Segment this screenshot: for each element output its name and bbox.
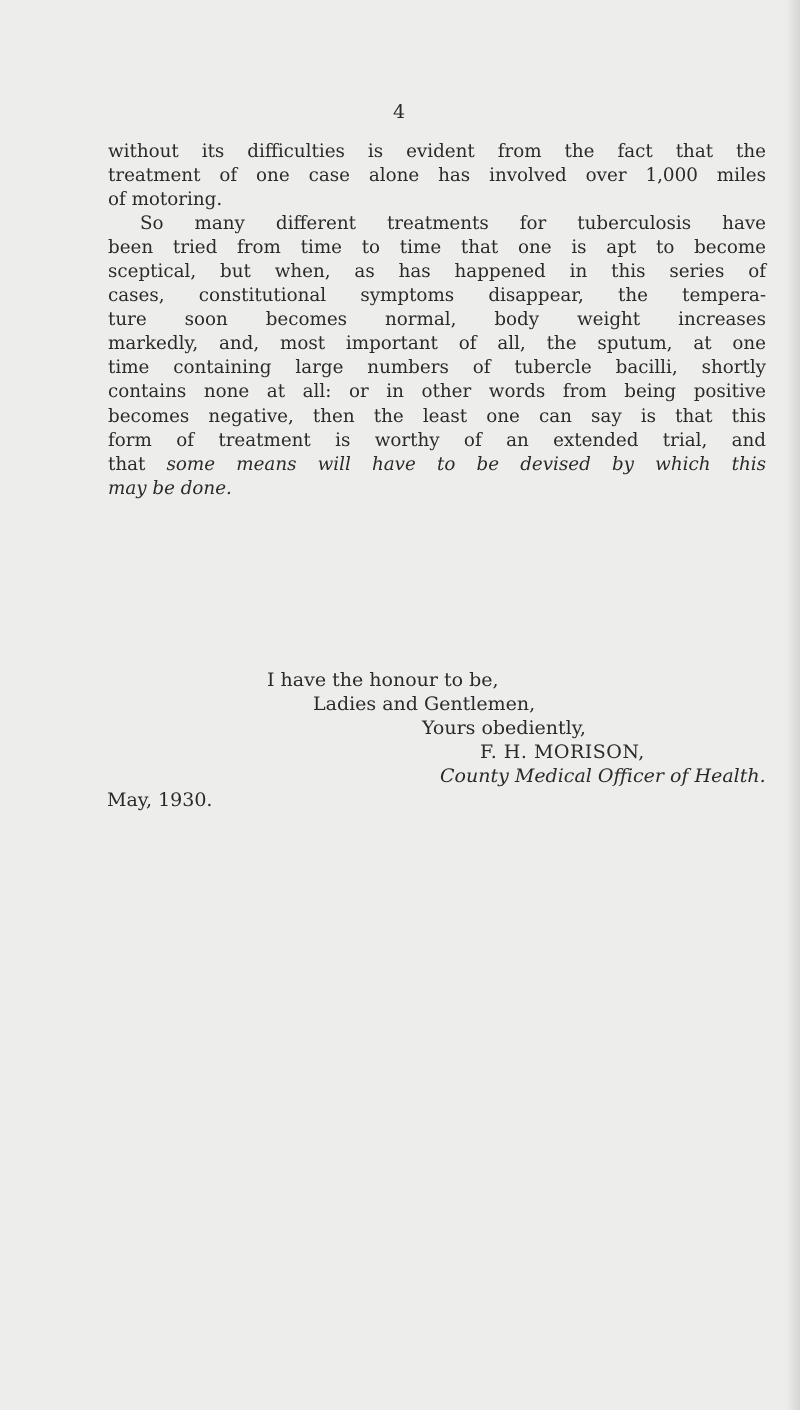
paragraph-1 xyxy=(108,140,766,212)
closing-valediction: Yours obediently, xyxy=(422,717,586,739)
text-line: contains none at all: or in other words from being positive xyxy=(108,381,766,403)
body-text xyxy=(108,140,766,501)
text-line-italic: may be done. xyxy=(108,477,232,499)
text-line: time containing large numbers of tubercle bacilli, shortly xyxy=(108,357,766,379)
paragraph-2 xyxy=(108,212,766,501)
page-edge-shadow xyxy=(786,0,800,1410)
text-line: form of treatment is worthy of an extended trial, and xyxy=(108,429,766,451)
signature-title: County Medical Officer of Health. xyxy=(440,765,766,787)
text-line: ture soon becomes normal, body weight increases xyxy=(108,309,766,331)
date-line: May, 1930. xyxy=(107,789,213,811)
text-line: cases, constitutional symptoms disappear, the tempera- xyxy=(108,285,766,307)
text-line: been tried from time to time that one is apt to become xyxy=(108,237,766,259)
text-italic: some means will have to be devised by which this xyxy=(166,453,766,475)
closing-salutation: Ladies and Gentlemen, xyxy=(313,693,536,715)
closing-honour: I have the honour to be, xyxy=(267,669,499,691)
text-line: So many different treatments for tuberculosis have xyxy=(140,213,766,235)
text-line: treatment of one case alone has involved over 1,000 miles xyxy=(108,165,766,187)
text-line: markedly, and, most important of all, the sputum, at one xyxy=(108,333,766,355)
text-line: without its difficulties is evident from the fact that the xyxy=(108,141,766,162)
text-line-mixed xyxy=(108,453,766,477)
text-plain: that xyxy=(108,453,167,475)
page-number: 4 xyxy=(393,101,406,123)
text-line: becomes negative, then the least one can say is that this xyxy=(108,405,766,427)
text-line: of motoring. xyxy=(108,189,223,211)
text-line: sceptical, but when, as has happened in this series of xyxy=(108,261,766,283)
signature-name: F. H. MORISON, xyxy=(480,741,645,763)
